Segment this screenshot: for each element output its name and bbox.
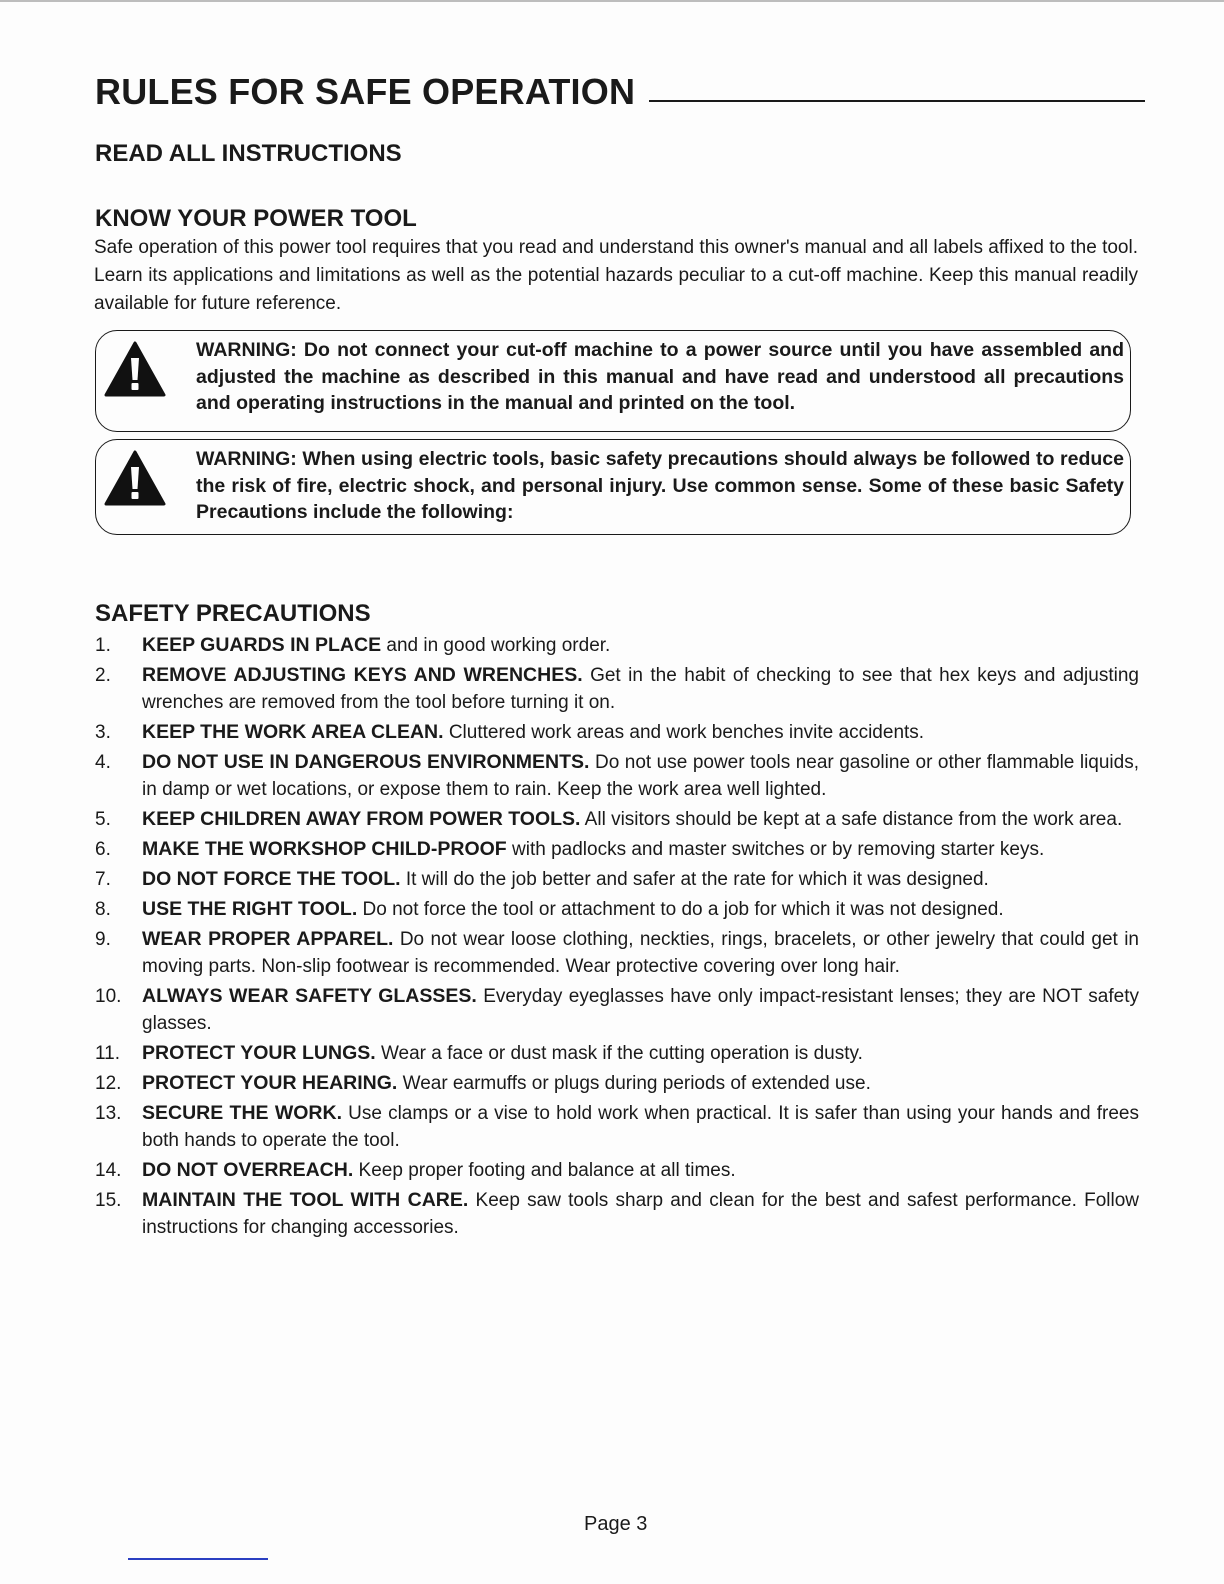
list-item-text: Cluttered work areas and work benches invite accidents. [443, 722, 925, 743]
warning-text-1: WARNING: Do not connect your cut-off machine to a power source until you have assembled and adjusted the machine as described in this manual and have read and understood all precautions and operating instructions in the manual and printed on the tool. [196, 339, 1124, 414]
list-item-text: Wear a face or dust mask if the cutting operation is dusty. [375, 1043, 863, 1064]
list-item-keyword: DO NOT OVERREACH. [142, 1159, 354, 1181]
page-number: Page 3 [584, 1513, 648, 1535]
list-item [95, 926, 1139, 980]
list-item [95, 983, 1139, 1037]
list-item-number: 7. [95, 869, 111, 890]
title-row [95, 64, 1145, 112]
list-item [95, 836, 1139, 863]
top-edge-rule [0, 0, 1224, 2]
list-item [95, 1040, 1139, 1067]
list-item-number: 12. [95, 1073, 122, 1094]
list-item-number: 8. [95, 899, 111, 920]
list-item-text: Wear earmuffs or plugs during periods of extended use. [397, 1073, 871, 1094]
list-item-keyword: DO NOT USE IN DANGEROUS ENVIRONMENTS. [142, 751, 590, 773]
list-item-number: 15. [95, 1190, 122, 1211]
list-item-keyword: USE THE RIGHT TOOL. [142, 898, 358, 920]
list-item-number: 10. [95, 986, 122, 1007]
list-item [95, 749, 1139, 803]
list-item-number: 14. [95, 1160, 122, 1181]
list-item-body [142, 806, 1139, 833]
list-item-number: 9. [95, 929, 111, 950]
list-item-number: 2. [95, 665, 111, 686]
list-item-body [142, 866, 1139, 893]
list-item-body [142, 632, 1139, 659]
list-item-number: 11. [95, 1043, 121, 1064]
list-item-text: Keep saw tools sharp and clean for the best and safest performance. Follow instructions for changing accessories. [142, 1190, 1139, 1238]
list-item-body [142, 926, 1139, 980]
list-item [95, 1100, 1139, 1154]
list-item-keyword: KEEP THE WORK AREA CLEAN. [142, 721, 444, 743]
page-title: RULES FOR SAFE OPERATION [95, 71, 636, 112]
warning-triangle-icon [104, 450, 166, 506]
list-item-text: with padlocks and master switches or by removing starter keys. [506, 839, 1045, 860]
list-item [95, 662, 1139, 716]
know-tool-paragraph: Safe operation of this power tool requires that you read and understand this owner's manual and all labels affixed to the tool. Learn its applications and limitations as well as the potential hazards peculiar to a cut-off machine. Keep this manual readily available for future reference. [94, 237, 1138, 314]
list-item-keyword: MAKE THE WORKSHOP CHILD-PROOF [142, 838, 507, 860]
read-all-heading: READ ALL INSTRUCTIONS [95, 140, 402, 167]
warning-box-1 [95, 330, 1131, 432]
list-item-body [142, 836, 1139, 863]
list-item-keyword: PROTECT YOUR HEARING. [142, 1072, 398, 1094]
list-item-text: Get in the habit of checking to see that hex keys and adjusting wrenches are removed from the tool before turning it on. [142, 665, 1139, 713]
list-item-body [142, 1157, 1139, 1184]
list-item-keyword: MAINTAIN THE TOOL WITH CARE. [142, 1189, 469, 1211]
list-item-body [142, 1187, 1139, 1241]
list-item-keyword: PROTECT YOUR LUNGS. [142, 1042, 376, 1064]
bottom-rule [128, 1558, 268, 1560]
list-item [95, 1187, 1139, 1241]
list-item [95, 896, 1139, 923]
list-item [95, 866, 1139, 893]
list-item-number: 13. [95, 1103, 122, 1124]
list-item-keyword: WEAR PROPER APPAREL. [142, 928, 394, 950]
list-item [95, 1070, 1139, 1097]
list-item-text: and in good working order. [381, 635, 611, 656]
title-underline-rule [649, 100, 1145, 102]
know-tool-heading: KNOW YOUR POWER TOOL [95, 205, 417, 232]
list-item-body [142, 719, 1139, 746]
safety-heading: SAFETY PRECAUTIONS [95, 600, 371, 627]
list-item-keyword: ALWAYS WEAR SAFETY GLASSES. [142, 985, 477, 1007]
list-item-number: 6. [95, 839, 111, 860]
list-item [95, 806, 1139, 833]
list-item [95, 632, 1139, 659]
list-item-keyword: KEEP CHILDREN AWAY FROM POWER TOOLS. [142, 808, 581, 830]
list-item-text: Do not wear loose clothing, neckties, rings, bracelets, or other jewelry that could get in moving parts. Non-slip footwear is recommended. Wear protective covering over long hair. [142, 929, 1139, 977]
list-item-body [142, 749, 1139, 803]
list-item-text: Do not force the tool or attachment to do a job for which it was not designed. [357, 899, 1004, 920]
warning-triangle-icon [104, 341, 166, 397]
list-item [95, 1157, 1139, 1184]
list-item-body [142, 662, 1139, 716]
list-item-number: 1. [95, 635, 111, 656]
list-item-text: It will do the job better and safer at the rate for which it was designed. [400, 869, 989, 890]
list-item-keyword: REMOVE ADJUSTING KEYS AND WRENCHES. [142, 664, 583, 686]
list-item-number: 3. [95, 722, 111, 743]
list-item-text: Do not use power tools near gasoline or other flammable liquids, in damp or wet locations, or expose them to rain. Keep the work area well lighted. [142, 752, 1139, 800]
list-item-body [142, 896, 1139, 923]
list-item-body [142, 983, 1139, 1037]
list-item-text: Everyday eyeglasses have only impact-resistant lenses; they are NOT safety glasses. [142, 986, 1139, 1034]
list-item-text: All visitors should be kept at a safe distance from the work area. [580, 809, 1123, 830]
list-item-body [142, 1040, 1139, 1067]
list-item [95, 719, 1139, 746]
list-item-keyword: KEEP GUARDS IN PLACE [142, 634, 382, 656]
warning-box-2 [95, 439, 1131, 535]
warning-text-2: WARNING: When using electric tools, basic safety precautions should always be followed to reduce the risk of fire, electric shock, and personal injury. Use common sense. Some of these basic Safety Precautions include the following: [196, 448, 1124, 523]
list-item-body [142, 1100, 1139, 1154]
list-item-text: Use clamps or a vise to hold work when practical. It is safer than using your hands and frees both hands to operate the tool. [142, 1103, 1139, 1151]
list-item-keyword: DO NOT FORCE THE TOOL. [142, 868, 401, 890]
list-item-keyword: SECURE THE WORK. [142, 1102, 342, 1124]
list-item-number: 4. [95, 752, 111, 773]
list-item-number: 5. [95, 809, 111, 830]
list-item-body [142, 1070, 1139, 1097]
safety-precautions-list [95, 632, 1139, 1244]
list-item-text: Keep proper footing and balance at all times. [353, 1160, 736, 1181]
